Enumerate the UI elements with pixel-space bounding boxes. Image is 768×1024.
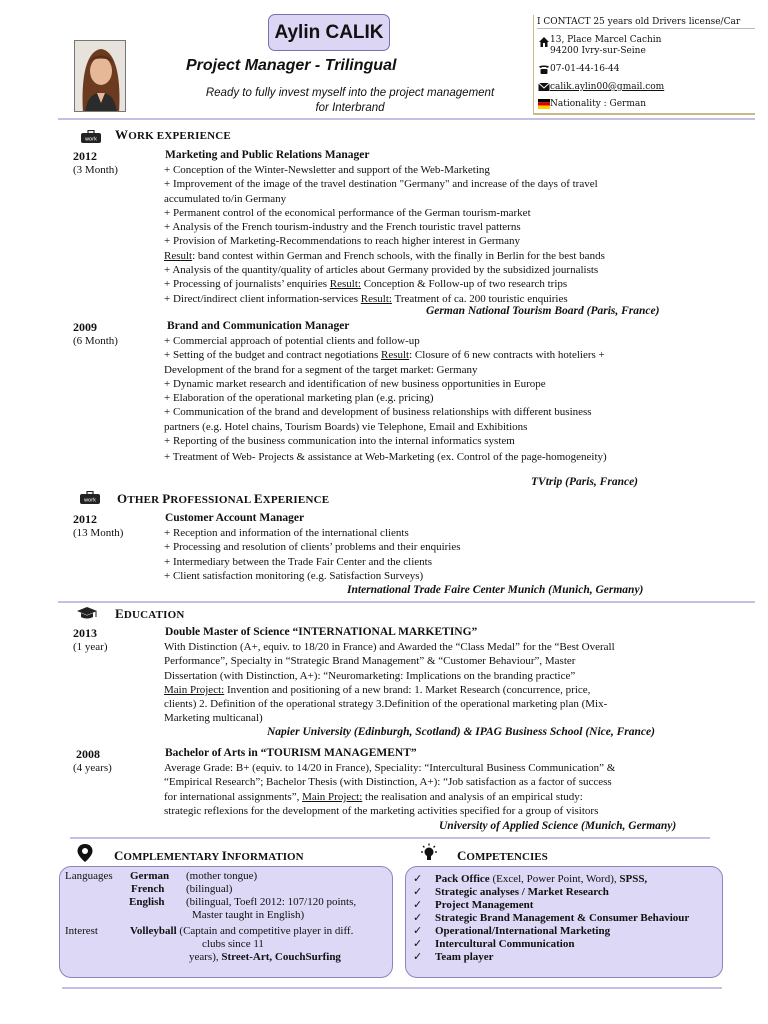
language-french-level: (bilingual) bbox=[186, 883, 233, 895]
job-details-3: + Reception and information of the international clients + Processing and resolution of clients’ problems and their enquiries + Intermediary between the Trade Fair Center and the clients + Client satisfaction monitoring (e.g. Satisfaction Surveys) bbox=[164, 527, 461, 582]
interest-other: years), Street-Art, CouchSurfing bbox=[189, 951, 341, 963]
edu-year: 2008 bbox=[76, 747, 100, 761]
svg-text:work: work bbox=[84, 136, 98, 143]
section-title-complementary: COMPLEMENTARY INFORMATION bbox=[114, 848, 304, 863]
section-title-other: OTHER PROFESSIONAL EXPERIENCE bbox=[117, 491, 330, 506]
competency-item: ✓ Strategic analyses / Market Research bbox=[413, 886, 609, 898]
degree-details-1: With Distinction (A+, equiv. to 18/20 in France) and Awarded the “Class Medal” for the “Best Overall Performance”, Specialty in “Strategic Brand Management” & “Customer Behaviour”, Master Dissertation (with Distinction, A+): “Neuromarketing: Implications on the branding practice” Main Project: Invention and positioning of a new brand: 1. Market Research (concurrence, price, clients) 2. Definition of the operational strategy 3.Definition of the operational marketing plan (Mix- Marketing multicanal) bbox=[164, 641, 615, 725]
job-details-1: + Conception of the Winter-Newsletter and support of the Web-Marketing + Improvement of the image of the travel destination "Germany" and increase of the days of travel accumulated to/in Germany + Permanent control of the economical performance of the German tourism-market + Analysis of the French tourism-industry and the French touristic travel patterns + Provision of Marketing-Recommendations to reach higher interest in Germany Result: band contest within German and French schools, with the finally in Berlin for the best bands + Analysis of the quantity/quality of articles about Germany provided by the subsidized journalists + Processing of journalists’ enquiries Result: Conception & Follow-up of two research trips + Direct/indirect client information-services Result: Treatment of ca. 200 touristic enquiries bbox=[164, 164, 605, 305]
graduation-cap-icon bbox=[76, 606, 98, 620]
job-year: 2012 bbox=[73, 149, 97, 163]
school-1: Napier University (Edinburgh, Scotland) & IPAG Business School (Nice, France) bbox=[267, 726, 655, 738]
job-year: 2012 bbox=[73, 512, 97, 526]
language-english-level: (bilingual, Toefl 2012: 107/120 points, bbox=[186, 896, 357, 908]
interest-label: Interest bbox=[65, 925, 98, 937]
degree-details-2: Average Grade: B+ (equiv. to 14/20 in France), Speciality: “Intercultural Business Communication” & “Empirical Research”; Bachelor Thesis (with Distinction, A+): “Job satisfaction as a factor of success for international assignments”, Main Project: the realisation and analysis of an empirical study: strategic reflexions for the development of the marketing activities specified for a group of visitors bbox=[164, 762, 616, 817]
lightbulb-icon bbox=[419, 843, 439, 863]
nationality: Nationality : German bbox=[550, 99, 647, 109]
competency-item: ✓ Pack Office (Excel, Power Point, Word), SPSS, bbox=[413, 873, 648, 885]
tagline-line: Ready to fully invest myself into the project management bbox=[205, 87, 495, 99]
job-duration: (13 Month) bbox=[73, 527, 124, 539]
employer-1: German National Tourism Board (Paris, France) bbox=[426, 305, 660, 317]
language-french: French bbox=[131, 883, 165, 895]
edu-duration: (4 years) bbox=[73, 762, 112, 774]
contact-heading: I CONTACT 25 years old Drivers license/Car bbox=[537, 17, 755, 29]
profile-photo bbox=[74, 40, 126, 112]
language-german: German bbox=[130, 870, 170, 882]
job-year: 2009 bbox=[73, 320, 97, 334]
divider bbox=[70, 837, 710, 839]
competency-item: ✓ Intercultural Communication bbox=[413, 938, 575, 950]
phone-number[interactable]: 07-01-44-16-44 bbox=[550, 64, 620, 74]
languages-label: Languages bbox=[65, 870, 113, 882]
language-german-level: (mother tongue) bbox=[186, 870, 258, 882]
competency-item: ✓ Strategic Brand Management & Consumer Behaviour bbox=[413, 912, 690, 924]
contact-panel bbox=[533, 15, 755, 115]
competency-item: ✓ Project Management bbox=[413, 899, 534, 911]
edu-duration: (1 year) bbox=[73, 641, 108, 653]
employer-2: TVtrip (Paris, France) bbox=[531, 476, 639, 488]
section-title-work: WORK EXPERIENCE bbox=[115, 127, 231, 142]
job-duration: (6 Month) bbox=[73, 335, 118, 347]
job-title-2: Brand and Communication Manager bbox=[167, 320, 350, 332]
competency-item: ✓ Operational/International Marketing bbox=[413, 925, 611, 937]
briefcase-icon bbox=[79, 491, 101, 505]
address-line-1: 13, Place Marcel Cachin bbox=[550, 35, 662, 45]
degree-title-1: Double Master of Science “INTERNATIONAL MARKETING” bbox=[165, 626, 478, 638]
job-title-1: Marketing and Public Relations Manager bbox=[165, 149, 370, 161]
section-title-education: EDUCATION bbox=[115, 606, 185, 621]
candidate-name: Aylin CALIK bbox=[274, 21, 384, 43]
competency-item: ✓ Team player bbox=[413, 951, 494, 963]
job-details-2: + Commercial approach of potential clients and follow-up + Setting of the budget and contract negotiations Result: Closure of 6 new contracts with hoteliers + Development of the brand for a segment of the target market: Germany + Dynamic market research and identification of new business opportunities in Europe + Elaboration of the operational marketing plan (e.g. pricing) + Communication of the brand and development of business relationships with different business partners (e.g. Hotel chains, Tourism Boards) vie Telephone, Email and Exhibitions + Reporting of the business communication into the internal informatics system + Treatment of Web- Projects & assistance at Web-Marketing (ex. Control of the page-homogeneity) bbox=[164, 335, 607, 464]
section-title-competencies: COMPETENCIES bbox=[457, 848, 548, 863]
address-line-2: 94200 Ivry-sur-Seine bbox=[550, 46, 646, 56]
divider bbox=[58, 118, 755, 120]
german-flag-icon bbox=[538, 98, 550, 110]
tagline bbox=[180, 86, 520, 115]
email-icon bbox=[538, 81, 550, 93]
location-pin-icon bbox=[76, 843, 94, 863]
tagline-line: for Interbrand bbox=[315, 101, 385, 114]
email-link[interactable]: calik.aylin00@gmail.com bbox=[550, 82, 665, 92]
employer-3: International Trade Faire Center Munich (Munich, Germany) bbox=[347, 584, 644, 596]
phone-icon bbox=[538, 63, 550, 75]
interest-volleyball-2: clubs since 11 bbox=[202, 938, 264, 950]
edu-year: 2013 bbox=[73, 626, 97, 640]
job-title-3: Customer Account Manager bbox=[165, 512, 305, 524]
divider bbox=[58, 601, 755, 603]
name-box bbox=[268, 14, 390, 51]
school-2: University of Applied Science (Munich, Germany) bbox=[439, 820, 677, 832]
job-duration: (3 Month) bbox=[73, 164, 118, 176]
job-title: Project Manager - Trilingual bbox=[186, 57, 397, 74]
language-english: English bbox=[129, 896, 165, 908]
divider bbox=[62, 987, 722, 989]
briefcase-icon bbox=[80, 130, 102, 144]
home-icon bbox=[538, 36, 550, 48]
interest-volleyball: Volleyball (Captain and competitive player in diff. bbox=[130, 925, 354, 937]
language-english-level-2: Master taught in English) bbox=[192, 909, 305, 921]
degree-title-2: Bachelor of Arts in “TOURISM MANAGEMENT” bbox=[165, 747, 417, 759]
svg-text:work: work bbox=[83, 497, 97, 504]
